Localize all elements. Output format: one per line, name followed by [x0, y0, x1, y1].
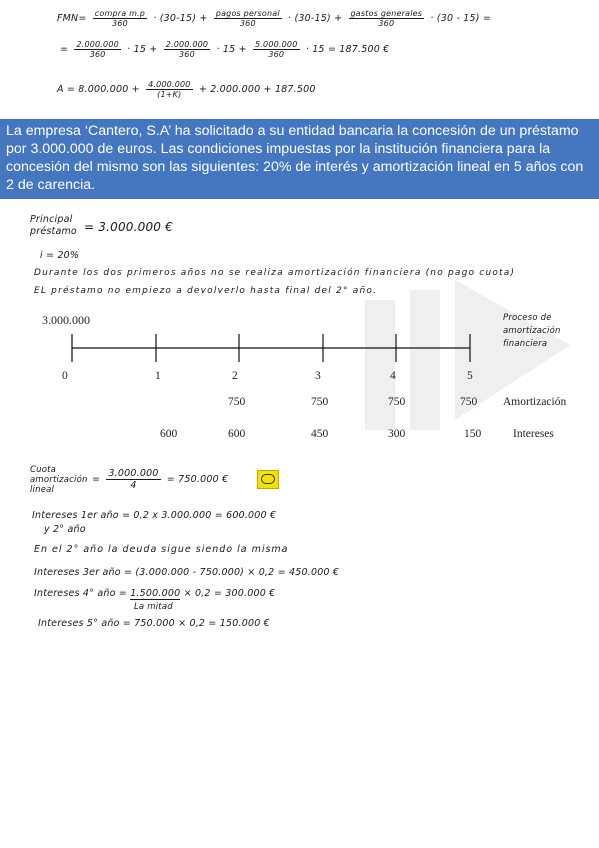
formula-part: · 15 + [216, 44, 247, 55]
denominator: 360 [179, 50, 195, 59]
amortization-value: 750 [228, 396, 246, 408]
amortization-label: Amortización [503, 396, 567, 408]
principal-label-line: Principal [30, 214, 73, 225]
cuota-label-line: amortización [30, 475, 88, 485]
numerator: 2.000.000 [165, 40, 209, 49]
amortization-value: 750 [460, 396, 478, 408]
denominator: (1+K) [157, 90, 182, 99]
interest-year-2: y 2° año [44, 524, 86, 535]
period-label: 4 [390, 370, 396, 382]
interest-value: 150 [464, 428, 482, 440]
numerator: 2.000.000 [76, 40, 119, 49]
interest-year-4 [34, 588, 275, 599]
formula-part: · 15 + [127, 44, 158, 55]
principal-value: = 3.000.000 € [84, 220, 173, 234]
interest-value: 600 [160, 428, 178, 440]
process-label-line: Proceso de [503, 313, 552, 323]
numerator: gastos generales [350, 9, 423, 18]
interest-value: 600 [228, 428, 246, 440]
formula-part: + 2.000.000 + 187.500 [198, 84, 316, 95]
formula-part: Intereses 4° año = [34, 588, 127, 599]
amortization-value: 750 [388, 396, 406, 408]
denominator: 360 [378, 19, 395, 28]
denominator: 360 [111, 19, 128, 28]
interest-year-3: Intereses 3er año = (3.000.000 - 750.000) × 0,2 = 450.000 € [34, 567, 340, 578]
period-label: 3 [315, 370, 321, 382]
denominator: 4 [130, 480, 137, 491]
comment-icon[interactable] [257, 470, 279, 489]
numerator: 4.000.000 [148, 80, 191, 89]
formula-part: = [60, 44, 69, 55]
timeline-amount: 3.000.000 [42, 313, 90, 327]
interest-value: 300 [388, 428, 406, 440]
principal-label-line: préstamo [30, 226, 77, 237]
formula-part: × 0,2 = 300.000 € [183, 588, 276, 599]
cuota-label-line: lineal [30, 485, 55, 495]
formula-part: · (30-15) + [153, 13, 208, 24]
formula-part: 1.500.000 [130, 588, 181, 599]
interest-year-5: Intereses 5° año = 750.000 × 0,2 = 150.000 € [38, 618, 270, 629]
principal-label [30, 214, 77, 238]
fraction [106, 468, 160, 491]
formula-part: · 15 = 187.500 € [305, 44, 390, 55]
period-label: 2 [232, 370, 238, 382]
amortization-value: 750 [311, 396, 329, 408]
cuota-formula [92, 468, 228, 491]
denominator: 360 [89, 50, 106, 59]
problem-statement: La empresa ‘Cantero, S.A’ ha solicitado a su entidad bancaria la concesión de un préstamo por 3.000.000 de euros. Las condiciones impuestas por la institución financiera para la concesión del mismo son las siguientes: 20% de interés y amortización lineal en 5 años con 2 de carencia. [6, 123, 584, 193]
timeline-axis [0, 330, 599, 390]
interest-rate: i = 20% [40, 250, 80, 261]
note-line-2: EL préstamo no empiezo a devolverlo hasta final del 2° año. [34, 286, 378, 296]
cuota-label [30, 465, 88, 495]
numerator: 5.000.000 [255, 40, 298, 49]
numerator: pagos personal [215, 9, 280, 18]
fmn-prefix: FMN= [57, 13, 87, 24]
debt-note: En el 2° año la deuda sigue siendo la misma [34, 544, 289, 555]
formula-part: · (30 - 15) = [430, 13, 492, 24]
half-note: La mitad [134, 602, 173, 612]
note-line-1: Durante los dos primeros años no se realiza amortización financiera (no pago cuota) [34, 268, 516, 278]
denominator: 360 [268, 50, 285, 59]
interest-year-1: Intereses 1er año = 0,2 x 3.000.000 = 600.000 € [32, 510, 277, 521]
formula-part: = [92, 474, 101, 485]
cuota-label-line: Cuota [30, 465, 57, 475]
period-label: 5 [467, 370, 473, 382]
period-label: 1 [155, 370, 161, 382]
denominator: 360 [239, 19, 256, 28]
numerator: compra m.p [94, 9, 146, 18]
process-label-line: financiera [503, 339, 548, 349]
process-label-line: amortización [503, 326, 561, 336]
interest-value: 450 [311, 428, 329, 440]
formula-part: = 750.000 € [166, 474, 229, 485]
interests-label: Intereses [513, 428, 554, 440]
numerator: 3.000.000 [108, 468, 159, 479]
period-label: 0 [62, 370, 68, 382]
formula-part: · (30-15) + [288, 13, 343, 24]
formula-part: A = 8.000.000 + [57, 84, 140, 95]
